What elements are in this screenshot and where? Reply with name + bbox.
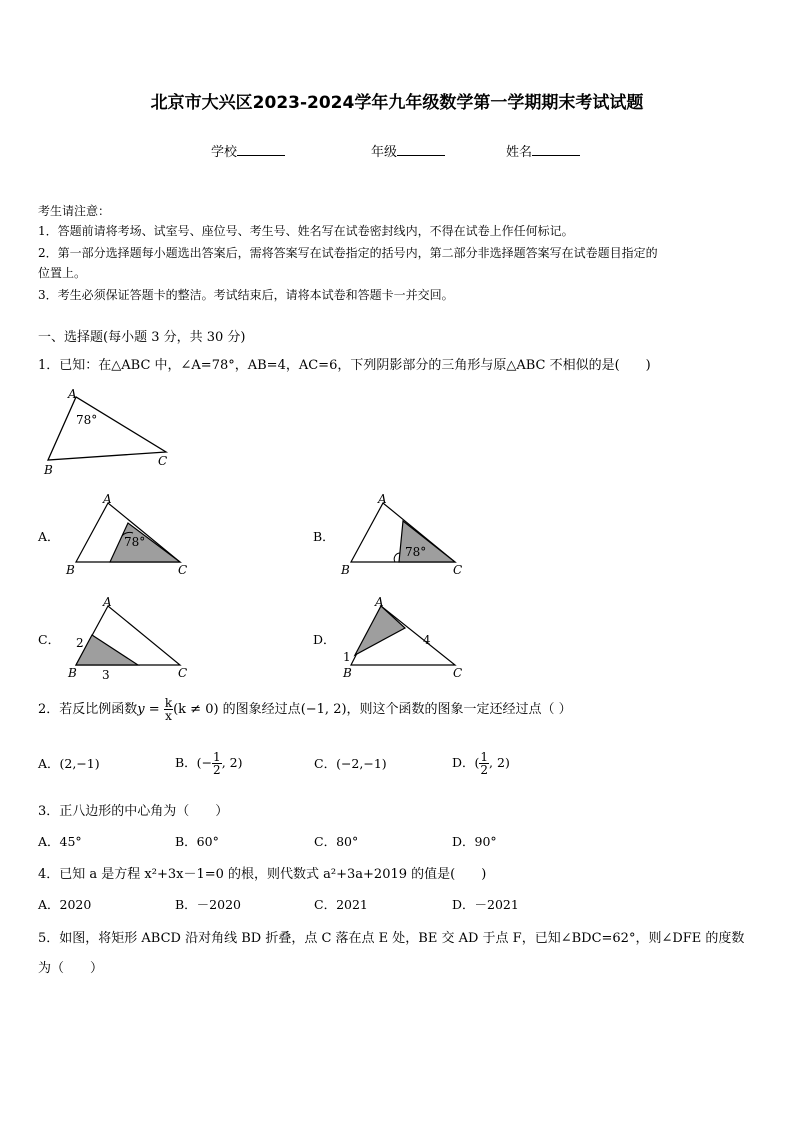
svg-text:78°: 78° — [124, 535, 146, 549]
svg-text:4: 4 — [423, 633, 431, 647]
grade-blank — [397, 143, 445, 156]
q4-text: 4．已知 a 是方程 x²+3x－1=0 的根，则代数式 a²+3a+2019 的值是( ) — [38, 867, 487, 882]
svg-text:C: C — [178, 563, 188, 577]
svg-text:A: A — [103, 595, 112, 609]
grade-label: 年级 — [371, 145, 398, 160]
svg-text:3: 3 — [102, 668, 110, 682]
q4-option-d[interactable]: D．－2021 — [452, 897, 519, 912]
svg-text:B: B — [341, 563, 350, 577]
q1-option-b-figure — [337, 490, 477, 580]
q3-option-c[interactable]: C．80° — [314, 834, 359, 849]
svg-text:2: 2 — [76, 636, 84, 650]
note-1: 1．答题前请将考场、试室号、座位号、考生号、姓名写在试卷密封线内，不得在试卷上作任何标记。 — [38, 224, 574, 238]
q1-option-c-label[interactable]: C． — [38, 632, 61, 647]
q2-option-b[interactable]: B．(− $\frac{1}{2}$ , 2) — [175, 750, 243, 777]
label-a: A — [68, 387, 77, 401]
name-field — [506, 141, 580, 160]
q2-option-a[interactable]: A．(2,−1) — [38, 756, 100, 771]
label-c: C — [158, 454, 168, 468]
name-label: 姓名 — [506, 145, 533, 160]
q3-option-b[interactable]: B．60° — [175, 834, 219, 849]
q4-option-b[interactable]: B．－2020 — [175, 897, 241, 912]
svg-text:A: A — [103, 492, 112, 506]
q1-option-c-figure — [62, 593, 202, 683]
name-blank — [532, 143, 580, 156]
svg-text:A: A — [378, 492, 387, 506]
svg-text:B: B — [343, 666, 352, 680]
q1-option-a-figure — [62, 490, 202, 580]
school-blank — [237, 143, 285, 156]
grade-field — [371, 141, 445, 160]
svg-text:1: 1 — [343, 650, 351, 664]
q2-option-c[interactable]: C．(−2,−1) — [314, 756, 387, 771]
svg-text:C: C — [453, 666, 463, 680]
svg-text:C: C — [178, 666, 188, 680]
q1-original-triangle — [38, 382, 178, 477]
svg-text:B: B — [68, 666, 77, 680]
q2-text: 2．若反比例函数y = $\frac{k}{x}$ (k ≠ 0) 的图象经过点(−1, 2)，则这个函数的图象一定还经过点（ ） — [38, 696, 572, 723]
note-2b: 位置上。 — [38, 266, 87, 280]
angle-label: 78° — [76, 413, 98, 427]
q5-line1: 5．如图，将矩形 ABCD 沿对角线 BD 折叠，点 C 落在点 E 处，BE 交 AD 于点 F，已知∠BDC=62°，则∠DFE 的度数 — [38, 931, 745, 946]
section-heading: 一、选择题(每小题 3 分，共 30 分) — [38, 330, 246, 345]
q1-option-d-figure — [337, 593, 477, 683]
q5-line2: 为（ ） — [38, 961, 104, 976]
svg-text:C: C — [453, 563, 463, 577]
notes-heading: 考生请注意： — [38, 204, 111, 218]
q3-option-d[interactable]: D．90° — [452, 834, 497, 849]
q1-option-d-label[interactable]: D． — [313, 632, 336, 647]
svg-text:A: A — [375, 595, 384, 609]
q1-text: 1．已知：在△ABC 中，∠A=78°，AB=4，AC=6，下列阴影部分的三角形与原△ABC 不相似的是( ) — [38, 358, 651, 373]
school-field — [211, 141, 285, 160]
q1-option-b-label[interactable]: B． — [313, 529, 335, 544]
q2-option-d[interactable]: D．( $\frac{1}{2}$ , 2) — [452, 750, 510, 777]
school-label: 学校 — [211, 145, 238, 160]
note-3: 3．考生必须保证答题卡的整洁。考试结束后，请将本试卷和答题卡一并交回。 — [38, 288, 454, 302]
q1-option-a-label[interactable]: A． — [38, 529, 60, 544]
q3-option-a[interactable]: A．45° — [38, 834, 82, 849]
note-2a: 2．第一部分选择题每小题选出答案后，需将答案写在试卷指定的括号内，第二部分非选择题答案写在试卷题目指定的 — [38, 246, 658, 260]
svg-text:B: B — [66, 563, 75, 577]
q4-option-a[interactable]: A．2020 — [38, 897, 92, 912]
page-title: 北京市大兴区2023-2024学年九年级数学第一学期期末考试试题 — [150, 93, 644, 113]
q2-fraction: $\frac{k}{x}$ — [164, 696, 173, 723]
svg-text:78°: 78° — [405, 545, 427, 559]
label-b: B — [44, 463, 53, 477]
q4-option-c[interactable]: C．2021 — [314, 897, 368, 912]
q3-text: 3．正八边形的中心角为（ ） — [38, 804, 229, 819]
